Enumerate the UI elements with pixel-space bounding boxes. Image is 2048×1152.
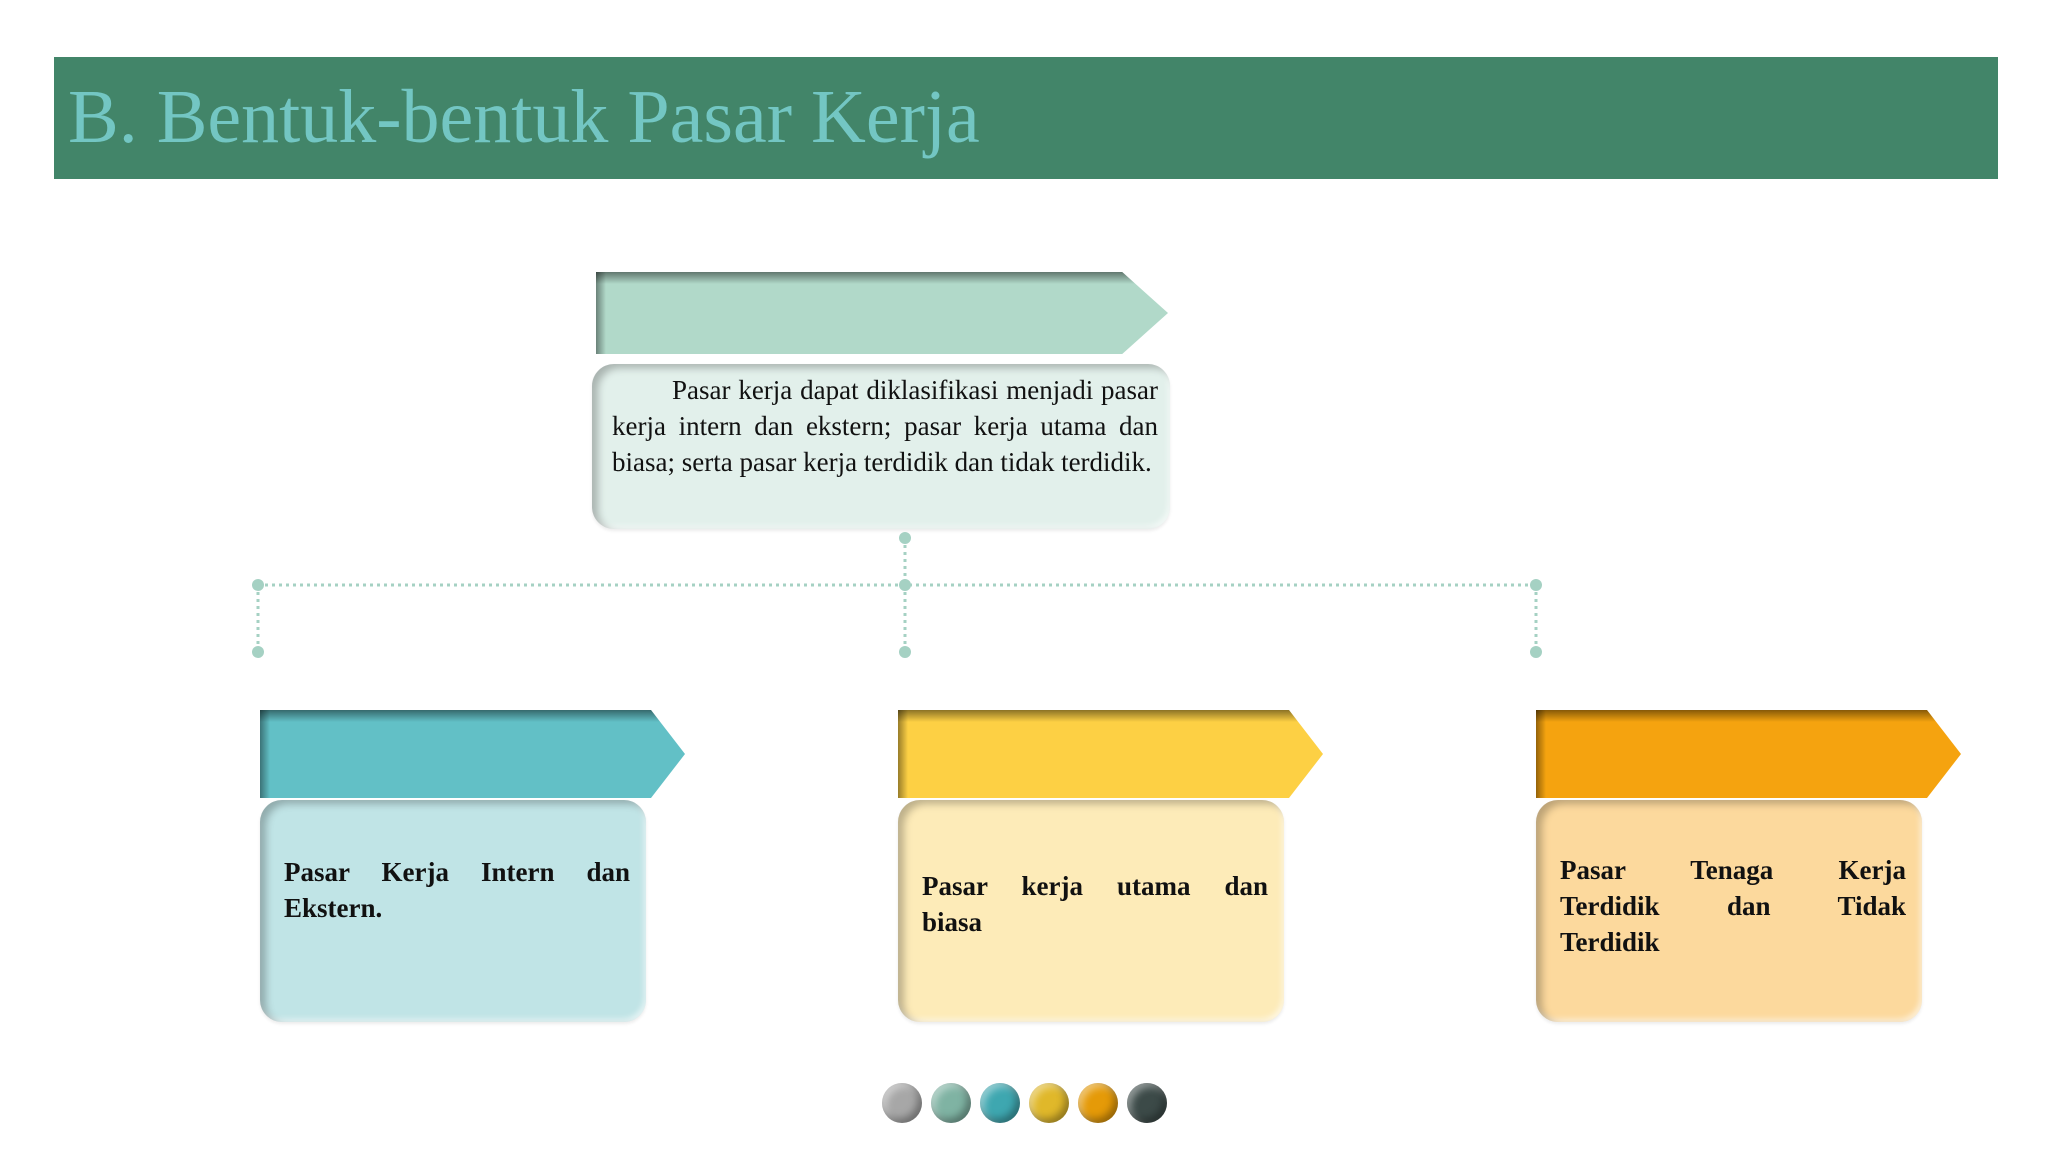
connector-node	[1530, 646, 1542, 658]
dot-charcoal	[1127, 1083, 1167, 1123]
dot-gold	[1029, 1083, 1069, 1123]
connector-node	[899, 579, 911, 591]
slide-title: B. Bentuk-bentuk Pasar Kerja	[68, 75, 980, 159]
root-arrow-tab	[596, 272, 1168, 354]
dot-teal	[980, 1083, 1020, 1123]
child-3-arrow-tab	[1536, 710, 1961, 798]
dot-orange	[1078, 1083, 1118, 1123]
title-bar	[54, 57, 1998, 179]
child-1-arrow-tab	[260, 710, 685, 798]
child-1-card	[260, 800, 646, 1022]
child-2-card	[898, 800, 1284, 1022]
child-2-label: Pasar kerja utama dan biasa	[922, 871, 1268, 937]
child-3-label: Pasar Tenaga Kerja Terdidik dan Tidak Terdidik	[1560, 855, 1906, 957]
dot-sage	[931, 1083, 971, 1123]
child-2-arrow-tab	[898, 710, 1323, 798]
connector-node	[899, 646, 911, 658]
connector-node	[1530, 579, 1542, 591]
dot-gray	[882, 1083, 922, 1123]
connector-node	[899, 532, 911, 544]
child-3-card	[1536, 800, 1922, 1022]
connector-node	[252, 579, 264, 591]
connector-node	[252, 646, 264, 658]
root-card	[592, 364, 1170, 529]
child-1-label: Pasar Kerja Intern dan Ekstern.	[284, 857, 630, 923]
root-description: Pasar kerja dapat diklasifikasi menjadi pasar kerja intern dan ekstern; pasar kerja utama dan biasa; serta pasar kerja terdidik dan tidak terdidik.	[612, 375, 1158, 477]
